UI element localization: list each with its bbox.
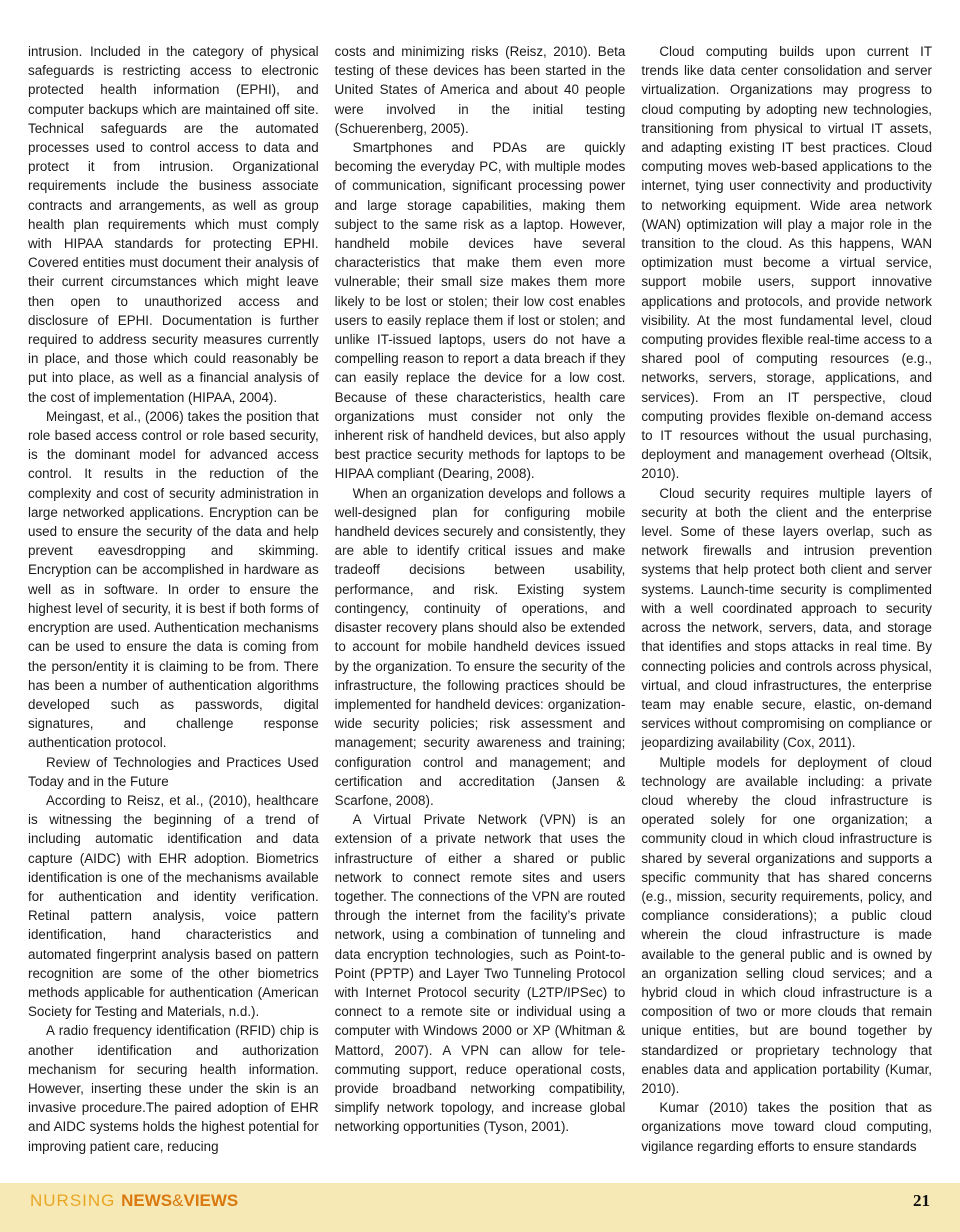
brand-nursing: NURSING — [30, 1191, 116, 1210]
brand-news: NEWS — [121, 1191, 173, 1210]
paragraph: A Virtual Private Network (VPN) is an extension of a private network that uses the infrastructure of either a shared or public network to connect remote sites and users together. The connections of the VPN are routed through the internet from the facility’s private network, using a combination of tunneling and data encryption technologies, such as Point-to-Point (PPTP) and Layer Two Tunneling Protocol with Internet Protocol security (L2TP/IPSec) to connect to a remote site or individual using a computer with Windows 2000 or XP (Whitman & Mattord, 2007). A VPN can allow for tele-commuting support, reduce operational costs, provide broadband networking compatibility, simplify network topology, and increase global networking opportunities (Tyson, 2001). — [334, 812, 626, 1135]
publication-logo — [30, 1191, 238, 1211]
page-number: 21 — [913, 1191, 930, 1210]
text-column-3 — [641, 42, 932, 1182]
text-column-1 — [28, 42, 319, 1182]
brand-views: VIEWS — [183, 1191, 239, 1210]
paragraph: costs and minimizing risks (Reisz, 2010). Beta testing of these devices has been started in the United States of America and about 40 people were involved in the initial testing (Schuerenberg, 2005). — [334, 44, 626, 136]
section-heading: Review of Technologies and Practices Used Today and in the Future — [28, 754, 319, 789]
paragraph: According to Reisz, et al., (2010), healthcare is witnessing the beginning of a trend of including automatic identification and data capture (AIDC) with EHR adoption. Biometrics identification is one of the mechanisms available for authentication and identity verification. Retinal pattern analysis, voice pattern identification, hand characteristics and automated fingerprint analysis based on pattern recognition are some of the other biometrics methods applicable for authentication (American Society for Testing and Materials, n.d.). — [28, 792, 319, 1020]
article-body — [28, 42, 932, 1182]
paragraph: When an organization develops and follows a well-designed plan for configuring mobile handheld devices securely and consistently, they are able to identify critical issues and make tradeoff decisions between usability, performance, and risk. Existing system contingency, continuity of operations, and disaster recovery plans should also be extended to account for mobile handheld devices issued by the organization. To ensure the security of the infrastructure, the following practices should be implemented for handheld devices: organization-wide security policies; risk assessment and management; security awareness and training; configuration control and management; and certification and accreditation (Jansen & Scarfone, 2008). — [334, 485, 626, 808]
paragraph: Meingast, et al., (2006) takes the position that role based access control or role based security, is the dominant model for advanced access control. It results in the reduction of the complexity and cost of security administration in large networked applications. Encryption can be used to ensure the security of the data and help prevent eavesdropping and skimming. Encryption can be accomplished in hardware as well as in software. In order to ensure the highest level of security, it is best if both forms of encryption are used. Authentication mechanisms can be used to ensure the data is coming from the person/entity it is claiming to be from. There has been a number of authentication algorithms developed such as passwords, digital signatures, and challenge response authentication protocol. — [28, 408, 319, 751]
page-footer — [0, 1183, 960, 1232]
paragraph: Smartphones and PDAs are quickly becoming the everyday PC, with multiple modes of communication, significant processing power and large storage capabilities, making them subject to the same risk as a laptop. However, handheld mobile devices have several characteristics that make them even more vulnerable; their small size makes them more likely to be lost or stolen; their low cost enables users to easily replace them if lost or stolen; and unlike IT-issued laptops, users do not have a compelling reason to report a data breach if they can easily replace the device for a low cost. Because of these characteristics, health care organizations must consider not only the inherent risk of handheld devices, but also apply best practice security methods for laptops to be HIPAA compliant (Dearing, 2008). — [334, 140, 626, 482]
paragraph: A radio frequency identification (RFID) chip is another identification and authorization mechanism for securing health information. However, inserting these under the skin is an invasive procedure.The paired adoption of EHR and AIDC systems holds the highest potential for improving patient care, reducing — [28, 1023, 319, 1154]
paragraph: Cloud security requires multiple layers of security at both the client and the enterprise level. Some of these layers overlap, such as network firewalls and intrusion prevention systems that help protect both client and server systems. Launch-time security is complimented with a well coordinated approach to security across the network, servers, data, and storage that identifies and stops attacks in real time. By connecting policies and controls across physical, virtual, and cloud infrastructures, the enterprise team may enable secure, elastic, on-demand services without compromising on compliance or jeopardizing availability (Cox, 2011). — [641, 485, 933, 751]
paragraph: Multiple models for deployment of cloud technology are available including: a private cloud whereby the cloud infrastructure is operated solely for one organization; a community cloud in which cloud infrastructure is shared by several organizations and supports a specific community that has shared concerns (e.g., mission, security requirements, policy, and compliance considerations); a public cloud wherein the cloud infrastructure is made available to the general public and is owned by an organization selling cloud services; and a hybrid cloud in which cloud infrastructure is a composition of two or more clouds that remain unique entities, but are bound together by standardized or proprietary technology that enables data and application portability (Kumar, 2010). — [641, 754, 933, 1096]
paragraph: Cloud computing builds upon current IT trends like data center consolidation and server virtualization. Organizations may progress to cloud computing by adopting new technologies, transitioning from physical to virtual IT assets, and adapting existing IT best practices. Cloud computing moves web-based applications to the internet, tying user connectivity and productivity to networking equipment. Wide area network (WAN) optimization will play a major role in the transition to the cloud. As this happens, WAN optimization must become a virtual service, support mobile users, support innovative applications and protocols, and provide network visibility. At the most fundamental level, cloud computing provides flexible real-time access to a shared pool of computing resources (e.g., networks, servers, storage, applications, and services). From an IT perspective, cloud computing provides flexible on-demand access to IT resources without the usual purchasing, deployment and management overhead (Oltsik, 2010). — [641, 44, 933, 482]
paragraph: Kumar (2010) takes the position that as organizations move toward cloud computing, vigilance regarding efforts to ensure standards — [641, 1100, 933, 1154]
brand-ampersand: & — [172, 1191, 184, 1210]
paragraph: intrusion. Included in the category of physical safeguards is restricting access to electronic protected health information (EPHI), and computer backups which are maintained off site. Technical safeguards are the automated processes used to control access to data and protect it from intrusion. Organizational requirements include the business associate contracts and arrangements, as well as group health plan requirements which must comply with HIPAA standards for protecting EPHI. Covered entities must document their analysis of their current circumstances which might leave then open to unauthorized access and disclosure of EPHI. Documentation is further required to address security measures currently in place, and those which could reasonably be put into place, as well as a financial analysis of the cost of implementation (HIPAA, 2004). — [28, 44, 319, 405]
text-column-2 — [335, 42, 626, 1182]
